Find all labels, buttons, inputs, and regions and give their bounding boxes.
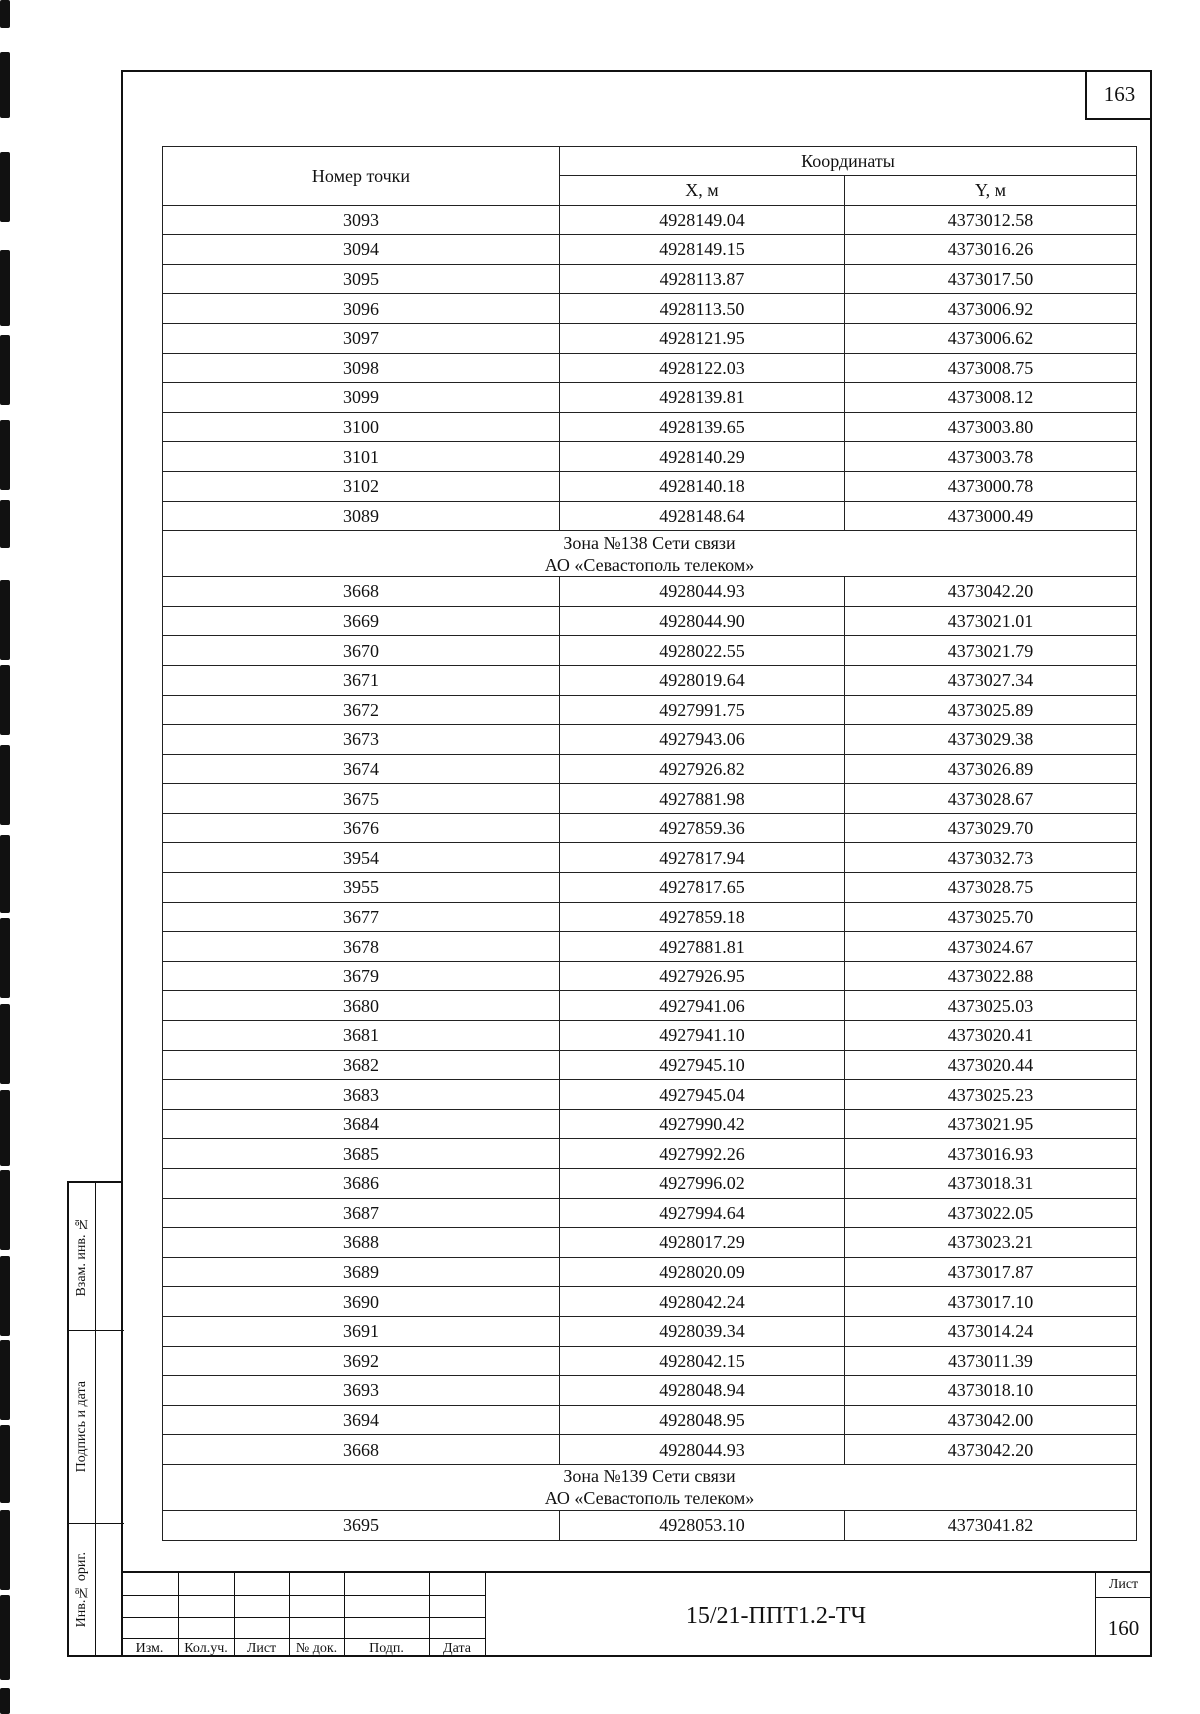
table-row [163, 1435, 1137, 1465]
x-coordinate-cell: 4927859.18 [560, 902, 845, 932]
y-coordinate-cell: 4373017.87 [845, 1257, 1137, 1287]
table-row [163, 873, 1137, 903]
y-coordinate-cell: 4373024.67 [845, 932, 1137, 962]
y-coordinate-cell: 4373023.21 [845, 1228, 1137, 1258]
y-coordinate-cell: 4373042.20 [845, 577, 1137, 607]
table-row [163, 1228, 1137, 1258]
table-row [163, 577, 1137, 607]
header-coordinates: Координаты [560, 147, 1137, 176]
x-coordinate-cell: 4927941.06 [560, 991, 845, 1021]
signature-date-label: Подпись и дата [74, 1381, 89, 1473]
col-kol-uch: Кол.уч. [184, 1641, 228, 1656]
document-code: 15/21-ППТ1.2-ТЧ [685, 1602, 867, 1629]
table-row [163, 606, 1137, 636]
x-coordinate-cell: 4928139.65 [560, 412, 845, 442]
point-number-cell: 3679 [163, 961, 560, 991]
replace-inv-label: Взам. инв. № [74, 1216, 89, 1297]
y-coordinate-cell: 4373003.80 [845, 412, 1137, 442]
point-number-cell: 3670 [163, 636, 560, 666]
y-coordinate-cell: 4373028.75 [845, 873, 1137, 903]
point-number-cell: 3093 [163, 205, 560, 235]
table-row [163, 1346, 1137, 1376]
table-row [163, 442, 1137, 472]
y-coordinate-cell: 4373006.62 [845, 323, 1137, 353]
y-coordinate-cell: 4373020.44 [845, 1050, 1137, 1080]
inv-orig-cell [69, 1524, 124, 1655]
x-coordinate-cell: 4928148.64 [560, 501, 845, 531]
table-row [163, 353, 1137, 383]
header-y: Y, м [845, 176, 1137, 206]
y-coordinate-cell: 4373027.34 [845, 665, 1137, 695]
point-number-cell: 3669 [163, 606, 560, 636]
x-coordinate-cell: 4928042.24 [560, 1287, 845, 1317]
point-number-cell: 3098 [163, 353, 560, 383]
point-number-cell: 3687 [163, 1198, 560, 1228]
point-number-cell: 3689 [163, 1257, 560, 1287]
x-coordinate-cell: 4928044.90 [560, 606, 845, 636]
y-coordinate-cell: 4373025.89 [845, 695, 1137, 725]
y-coordinate-cell: 4373028.67 [845, 784, 1137, 814]
table-row [163, 1405, 1137, 1435]
y-coordinate-cell: 4373025.23 [845, 1080, 1137, 1110]
col-signature: Подп. [369, 1641, 404, 1656]
table-row [163, 902, 1137, 932]
y-coordinate-cell: 4373042.20 [845, 1435, 1137, 1465]
table-row [163, 932, 1137, 962]
y-coordinate-cell: 4373000.78 [845, 471, 1137, 501]
x-coordinate-cell: 4927859.36 [560, 813, 845, 843]
table-row [163, 1109, 1137, 1139]
point-number-cell: 3682 [163, 1050, 560, 1080]
point-number-cell: 3094 [163, 235, 560, 265]
y-coordinate-cell: 4373025.03 [845, 991, 1137, 1021]
point-number-cell: 3685 [163, 1139, 560, 1169]
y-coordinate-cell: 4373026.89 [845, 754, 1137, 784]
point-number-cell: 3683 [163, 1080, 560, 1110]
table-row [163, 1080, 1137, 1110]
col-date: Дата [443, 1641, 471, 1656]
y-coordinate-cell: 4373000.49 [845, 501, 1137, 531]
y-coordinate-cell: 4373008.12 [845, 383, 1137, 413]
col-list: Лист [246, 1641, 277, 1656]
x-coordinate-cell: 4927881.98 [560, 784, 845, 814]
point-number-cell: 3097 [163, 323, 560, 353]
table-row [163, 1021, 1137, 1051]
y-coordinate-cell: 4373041.82 [845, 1510, 1137, 1540]
point-number-cell: 3677 [163, 902, 560, 932]
sheet-label: Лист [1108, 1577, 1139, 1592]
y-coordinate-cell: 4373029.38 [845, 725, 1137, 755]
table-row [163, 991, 1137, 1021]
point-number-cell: 3955 [163, 873, 560, 903]
table-row [163, 323, 1137, 353]
table-row [163, 1169, 1137, 1199]
table-row [163, 383, 1137, 413]
zone-header-row [163, 531, 1137, 577]
x-coordinate-cell: 4927994.64 [560, 1198, 845, 1228]
point-number-cell: 3678 [163, 932, 560, 962]
page-number-top: 163 [1085, 70, 1152, 120]
table-row [163, 1198, 1137, 1228]
point-number-cell: 3676 [163, 813, 560, 843]
y-coordinate-cell: 4373008.75 [845, 353, 1137, 383]
y-coordinate-cell: 4373016.93 [845, 1139, 1137, 1169]
y-coordinate-cell: 4373025.70 [845, 902, 1137, 932]
table-row [163, 784, 1137, 814]
coordinates-table [162, 146, 1137, 1541]
zone-title-line1: Зона №139 Сети связи [563, 1466, 736, 1487]
point-number-cell: 3668 [163, 577, 560, 607]
table-row [163, 205, 1137, 235]
point-number-cell: 3690 [163, 1287, 560, 1317]
y-coordinate-cell: 4373016.26 [845, 235, 1137, 265]
x-coordinate-cell: 4928020.09 [560, 1257, 845, 1287]
table-row [163, 1316, 1137, 1346]
y-coordinate-cell: 4373018.10 [845, 1376, 1137, 1406]
y-coordinate-cell: 4373021.79 [845, 636, 1137, 666]
y-coordinate-cell: 4373022.88 [845, 961, 1137, 991]
x-coordinate-cell: 4927992.26 [560, 1139, 845, 1169]
x-coordinate-cell: 4928044.93 [560, 577, 845, 607]
x-coordinate-cell: 4928022.55 [560, 636, 845, 666]
point-number-cell: 3954 [163, 843, 560, 873]
y-coordinate-cell: 4373032.73 [845, 843, 1137, 873]
x-coordinate-cell: 4928121.95 [560, 323, 845, 353]
table-row [163, 961, 1137, 991]
y-coordinate-cell: 4373017.10 [845, 1287, 1137, 1317]
zone-title [163, 1464, 1137, 1510]
x-coordinate-cell: 4928113.50 [560, 294, 845, 324]
zone-title-line2: АО «Севастополь телеком» [544, 1488, 755, 1509]
x-coordinate-cell: 4928039.34 [560, 1316, 845, 1346]
x-coordinate-cell: 4927926.95 [560, 961, 845, 991]
table-row [163, 1257, 1137, 1287]
point-number-cell: 3672 [163, 695, 560, 725]
x-coordinate-cell: 4927817.65 [560, 873, 845, 903]
y-coordinate-cell: 4373020.41 [845, 1021, 1137, 1051]
table-row [163, 695, 1137, 725]
title-block [121, 1571, 1152, 1657]
x-coordinate-cell: 4928140.18 [560, 471, 845, 501]
zone-title-line1: Зона №138 Сети связи [563, 532, 736, 553]
zone-title [163, 531, 1137, 577]
signature-date-cell [69, 1331, 124, 1524]
x-coordinate-cell: 4928048.95 [560, 1405, 845, 1435]
point-number-cell: 3674 [163, 754, 560, 784]
x-coordinate-cell: 4927996.02 [560, 1169, 845, 1199]
y-coordinate-cell: 4373022.05 [845, 1198, 1137, 1228]
x-coordinate-cell: 4927817.94 [560, 843, 845, 873]
zone-title-line2: АО «Севастополь телеком» [544, 554, 755, 575]
y-coordinate-cell: 4373021.95 [845, 1109, 1137, 1139]
table-row [163, 1139, 1137, 1169]
x-coordinate-cell: 4928113.87 [560, 264, 845, 294]
x-coordinate-cell: 4928139.81 [560, 383, 845, 413]
table-row [163, 754, 1137, 784]
y-coordinate-cell: 4373011.39 [845, 1346, 1137, 1376]
table-row [163, 725, 1137, 755]
table-body [163, 205, 1137, 1540]
point-number-cell: 3680 [163, 991, 560, 1021]
point-number-cell: 3691 [163, 1316, 560, 1346]
x-coordinate-cell: 4927990.42 [560, 1109, 845, 1139]
y-coordinate-cell: 4373017.50 [845, 264, 1137, 294]
point-number-cell: 3671 [163, 665, 560, 695]
point-number-cell: 3095 [163, 264, 560, 294]
x-coordinate-cell: 4927926.82 [560, 754, 845, 784]
point-number-cell: 3089 [163, 501, 560, 531]
side-stamp [67, 1181, 122, 1657]
x-coordinate-cell: 4928122.03 [560, 353, 845, 383]
x-coordinate-cell: 4928149.04 [560, 205, 845, 235]
table-row [163, 1050, 1137, 1080]
binder-marks [0, 0, 12, 1714]
y-coordinate-cell: 4373018.31 [845, 1169, 1137, 1199]
zone-header-row [163, 1464, 1137, 1510]
table-row [163, 636, 1137, 666]
y-coordinate-cell: 4373006.92 [845, 294, 1137, 324]
header-point-number: Номер точки [163, 147, 560, 206]
x-coordinate-cell: 4928140.29 [560, 442, 845, 472]
x-coordinate-cell: 4927945.10 [560, 1050, 845, 1080]
point-number-cell: 3668 [163, 1435, 560, 1465]
y-coordinate-cell: 4373003.78 [845, 442, 1137, 472]
point-number-cell: 3096 [163, 294, 560, 324]
point-number-cell: 3692 [163, 1346, 560, 1376]
point-number-cell: 3681 [163, 1021, 560, 1051]
point-number-cell: 3693 [163, 1376, 560, 1406]
x-coordinate-cell: 4927941.10 [560, 1021, 845, 1051]
inv-orig-label: Инв.№ ориг. [74, 1551, 89, 1628]
x-coordinate-cell: 4928053.10 [560, 1510, 845, 1540]
x-coordinate-cell: 4927945.04 [560, 1080, 845, 1110]
point-number-cell: 3101 [163, 442, 560, 472]
sheet-number: 160 [1107, 1615, 1140, 1640]
point-number-cell: 3684 [163, 1109, 560, 1139]
table-row [163, 843, 1137, 873]
col-izm: Изм. [135, 1641, 164, 1656]
x-coordinate-cell: 4928149.15 [560, 235, 845, 265]
x-coordinate-cell: 4928044.93 [560, 1435, 845, 1465]
x-coordinate-cell: 4928048.94 [560, 1376, 845, 1406]
point-number-cell: 3673 [163, 725, 560, 755]
point-number-cell: 3099 [163, 383, 560, 413]
point-number-cell: 3695 [163, 1510, 560, 1540]
point-number-cell: 3675 [163, 784, 560, 814]
table-row [163, 813, 1137, 843]
point-number-cell: 3688 [163, 1228, 560, 1258]
table-row [163, 294, 1137, 324]
point-number-cell: 3686 [163, 1169, 560, 1199]
x-coordinate-cell: 4928019.64 [560, 665, 845, 695]
replace-inv-cell [69, 1183, 124, 1331]
table-row [163, 1376, 1137, 1406]
y-coordinate-cell: 4373012.58 [845, 205, 1137, 235]
col-doc-number: № док. [295, 1641, 338, 1656]
x-coordinate-cell: 4928017.29 [560, 1228, 845, 1258]
table-row [163, 501, 1137, 531]
x-coordinate-cell: 4927881.81 [560, 932, 845, 962]
y-coordinate-cell: 4373042.00 [845, 1405, 1137, 1435]
x-coordinate-cell: 4928042.15 [560, 1346, 845, 1376]
table-row [163, 471, 1137, 501]
point-number-cell: 3100 [163, 412, 560, 442]
x-coordinate-cell: 4927991.75 [560, 695, 845, 725]
y-coordinate-cell: 4373029.70 [845, 813, 1137, 843]
table-row [163, 1510, 1137, 1540]
table-row [163, 264, 1137, 294]
y-coordinate-cell: 4373014.24 [845, 1316, 1137, 1346]
y-coordinate-cell: 4373021.01 [845, 606, 1137, 636]
table-row [163, 235, 1137, 265]
point-number-cell: 3102 [163, 471, 560, 501]
table-row [163, 412, 1137, 442]
x-coordinate-cell: 4927943.06 [560, 725, 845, 755]
point-number-cell: 3694 [163, 1405, 560, 1435]
table-row [163, 665, 1137, 695]
table-row [163, 1287, 1137, 1317]
header-x: X, м [560, 176, 845, 206]
